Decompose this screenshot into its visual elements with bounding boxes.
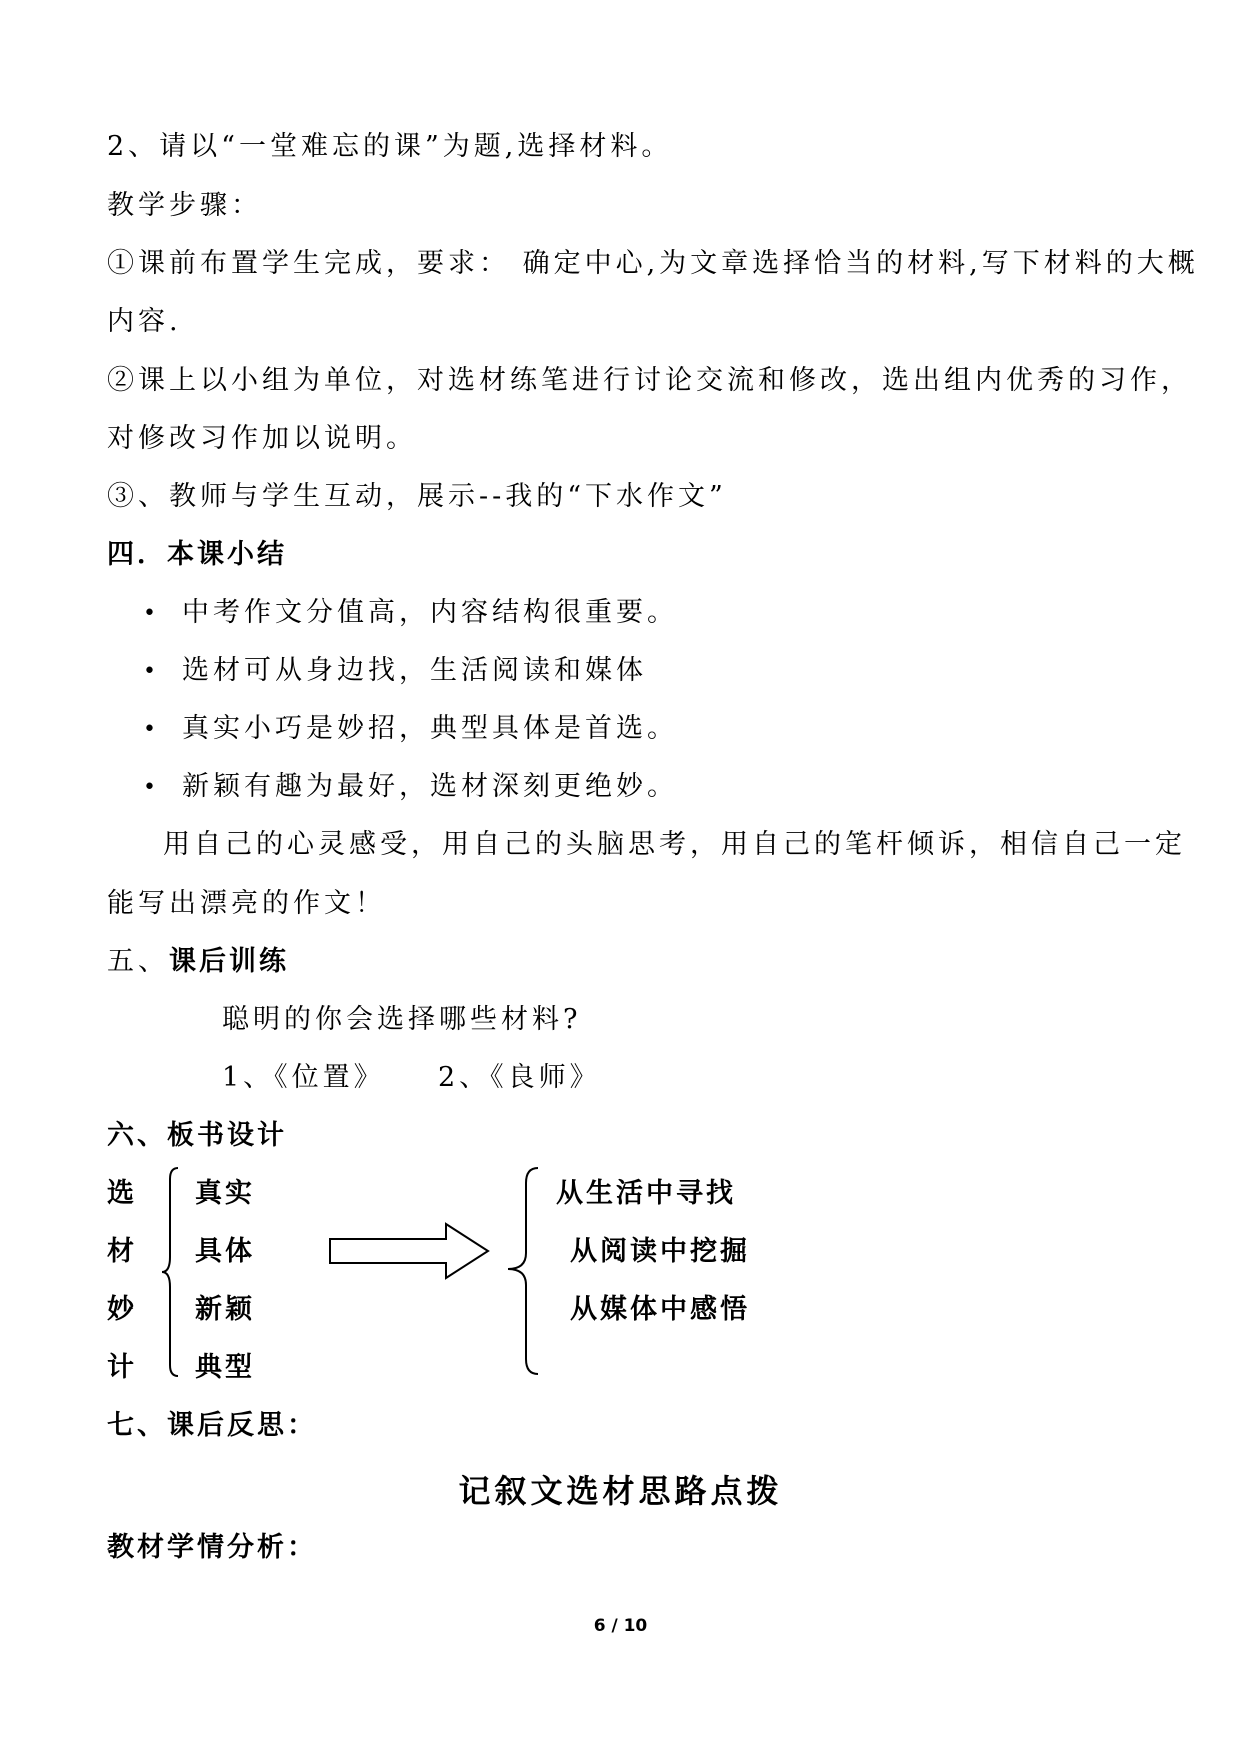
- board-middle-item: 典型: [195, 1352, 255, 1383]
- board-middle-item: 具体: [195, 1236, 255, 1267]
- board-right-item: 从生活中寻找: [556, 1178, 736, 1209]
- training-topic-2: 2、《良师》: [438, 1062, 601, 1093]
- board-middle-item: 真实: [195, 1178, 255, 1209]
- bullet-marker: •: [143, 659, 156, 684]
- right-arrow-icon: [328, 1222, 492, 1280]
- training-topic-1: 1、《位置》: [222, 1062, 385, 1093]
- step-1-line-2: 内容.: [107, 306, 182, 337]
- board-right-item: 从媒体中感悟: [570, 1294, 750, 1325]
- training-question: 聪明的你会选择哪些材料?: [222, 1004, 582, 1035]
- page-number: 6 / 10: [593, 1616, 648, 1636]
- training-heading-prefix: 五、: [107, 946, 169, 977]
- training-heading-label: 课后训练: [169, 946, 289, 977]
- summary-heading: 四．本课小结: [107, 539, 287, 570]
- board-middle-item: 新颖: [195, 1294, 255, 1325]
- step-3: ③、教师与学生互动，展示--我的“下水作文”: [107, 481, 727, 512]
- closing-line-1: 用自己的心灵感受，用自己的头脑思考，用自己的笔杆倾诉，相信自己一定: [163, 829, 1186, 860]
- summary-bullet: 真实小巧是妙招，典型具体是首选。: [182, 713, 678, 744]
- reflection-heading: 七、课后反思：: [107, 1410, 317, 1441]
- summary-bullet: 选材可从身边找，生活阅读和媒体: [182, 655, 647, 686]
- summary-bullet: 中考作文分值高，内容结构很重要。: [182, 597, 678, 628]
- summary-bullet: 新颖有趣为最好，选材深刻更绝妙。: [182, 771, 678, 802]
- step-1-line-1: ①课前布置学生完成，要求： 确定中心,为文章选择恰当的材料,写下材料的大概: [107, 248, 1199, 279]
- step-2-line-1: ②课上以小组为单位，对选材练笔进行讨论交流和修改，选出组内优秀的习作，: [107, 365, 1192, 396]
- right-brace-icon: [502, 1165, 542, 1377]
- closing-line-2: 能写出漂亮的作文！: [107, 888, 386, 919]
- bullet-marker: •: [143, 601, 156, 626]
- board-side-char: 妙: [107, 1294, 137, 1325]
- board-side-char: 选: [107, 1178, 137, 1209]
- step-2-line-2: 对修改习作加以说明。: [107, 423, 417, 454]
- analysis-heading: 教材学情分析：: [107, 1532, 317, 1563]
- board-heading: 六、板书设计: [107, 1120, 287, 1151]
- board-right-item: 从阅读中挖掘: [570, 1236, 750, 1267]
- board-side-char: 材: [107, 1236, 137, 1267]
- document-title: 记叙文选材思路点拨: [458, 1472, 783, 1510]
- exercise-line: 2、请以“一堂难忘的课”为题,选择材料。: [107, 131, 673, 162]
- bullet-marker: •: [143, 775, 156, 800]
- bullet-marker: •: [143, 717, 156, 742]
- board-side-char: 计: [107, 1352, 137, 1383]
- left-brace-icon: [158, 1165, 182, 1380]
- training-heading: [107, 948, 289, 975]
- steps-heading: 教学步骤：: [107, 190, 262, 221]
